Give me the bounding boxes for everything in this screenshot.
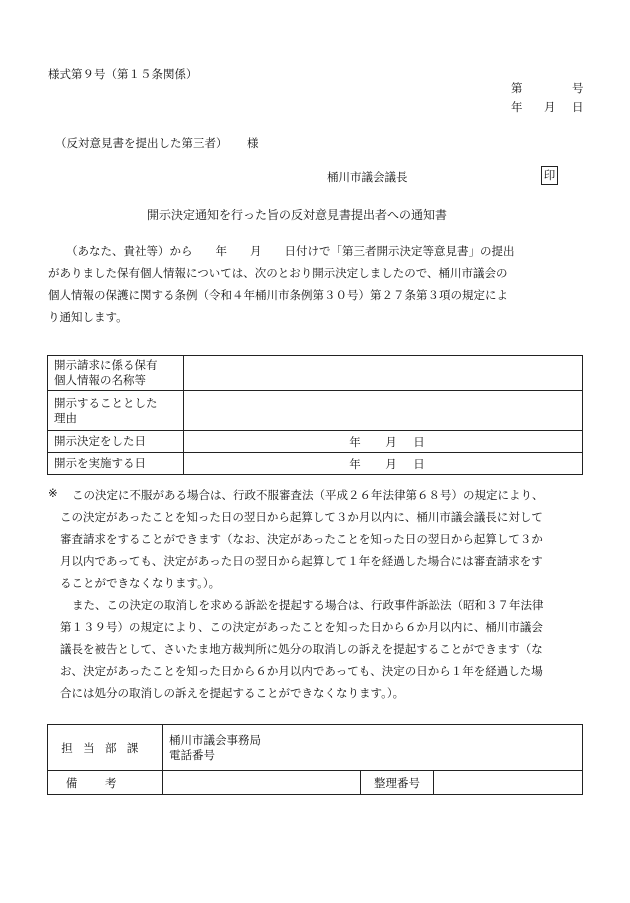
table-row <box>48 391 583 431</box>
document-title: 開示決定通知を行った旨の反対意見書提出者への通知書 <box>147 208 448 222</box>
note-line: 月以内であっても、決定があった日の翌日から起算して１年を経過した場合には審査請求をす <box>60 554 543 568</box>
row-label-decision-date: 開示決定をした日 <box>48 431 184 453</box>
remarks-value[interactable] <box>163 771 361 795</box>
row-label-implementation-date: 開示を実施する日 <box>48 453 184 475</box>
note-line: 議長を被告として、さいたま地方裁判所に処分の取消しの訴えを提起することができます（な <box>60 642 543 656</box>
table-row <box>48 356 583 391</box>
row-value-implementation-date[interactable]: 年 月 日 <box>184 453 583 475</box>
date-day-label: 日 <box>572 100 584 114</box>
remarks-label: 備考 <box>48 771 163 795</box>
issuer-title: 桶川市議会議長 <box>327 170 408 184</box>
seal-mark: 印 <box>541 166 558 185</box>
doc-number-prefix: 第 <box>511 81 523 95</box>
note-line: 第１３９号）の規定により、この決定があったことを知った日から６か月以内に、桶川市議会 <box>60 620 543 634</box>
note-line: お、決定があったことを知った日から６か月以内であっても、決定の日から１年を経過した場 <box>60 664 543 678</box>
row-label-name: 開示請求に係る保有 個人情報の名称等 <box>48 356 184 391</box>
addressee-name: （反対意見書を提出した第三者） <box>55 136 228 150</box>
body-line: （あなた、貴社等）から 年 月 日付けで「第三者開示決定等意見書」の提出 <box>66 244 515 258</box>
ref-value[interactable] <box>434 771 583 795</box>
body-line: り通知します。 <box>48 310 128 324</box>
note-line: また、この決定の取消しを求める訴訟を提起する場合は、行政事件訴訟法（昭和３７年法律 <box>72 598 544 612</box>
row-label-reason: 開示することとした 理由 <box>48 391 184 431</box>
note-line: この決定があったことを知った日の翌日から起算して３か月以内に、桶川市議会議長に対して <box>60 510 543 524</box>
note-paragraph-appeal <box>60 484 590 594</box>
row-value-reason[interactable] <box>184 391 583 431</box>
date-year-label: 年 <box>511 100 523 114</box>
form-number: 様式第９号（第１５条関係） <box>48 67 198 81</box>
body-paragraph <box>48 240 588 328</box>
note-mark: ※ <box>48 486 58 500</box>
table-row <box>48 453 583 475</box>
row-value-name[interactable] <box>184 356 583 391</box>
info-table <box>47 355 583 475</box>
doc-number-suffix: 号 <box>572 81 584 95</box>
table-row <box>48 725 583 771</box>
dept-label: 担当部課 <box>48 725 163 771</box>
office-table <box>47 724 583 795</box>
addressee-honorific: 様 <box>247 136 259 150</box>
table-row <box>48 771 583 795</box>
note-paragraph-lawsuit <box>60 594 590 704</box>
date-month-label: 月 <box>544 100 556 114</box>
note-line: この決定に不服がある場合は、行政不服審査法（平成２６年法律第６８号）の規定により、 <box>72 488 544 502</box>
row-value-decision-date[interactable]: 年 月 日 <box>184 431 583 453</box>
dept-value: 桶川市議会事務局 電話番号 <box>163 725 583 771</box>
ref-label: 整理番号 <box>361 771 434 795</box>
note-line: 合には処分の取消しの訴えを提起することができなくなります。）。 <box>60 686 405 700</box>
note-line: ることができなくなります。）。 <box>60 576 221 590</box>
body-line: 個人情報の保護に関する条例（令和４年桶川市条例第３０号）第２７条第３項の規定によ <box>48 288 508 302</box>
body-line: がありました保有個人情報については、次のとおり開示決定しましたので、桶川市議会の <box>48 266 508 280</box>
note-line: 審査請求をすることができます（なお、決定があったことを知った日の翌日から起算して３か <box>60 532 543 546</box>
table-row <box>48 431 583 453</box>
